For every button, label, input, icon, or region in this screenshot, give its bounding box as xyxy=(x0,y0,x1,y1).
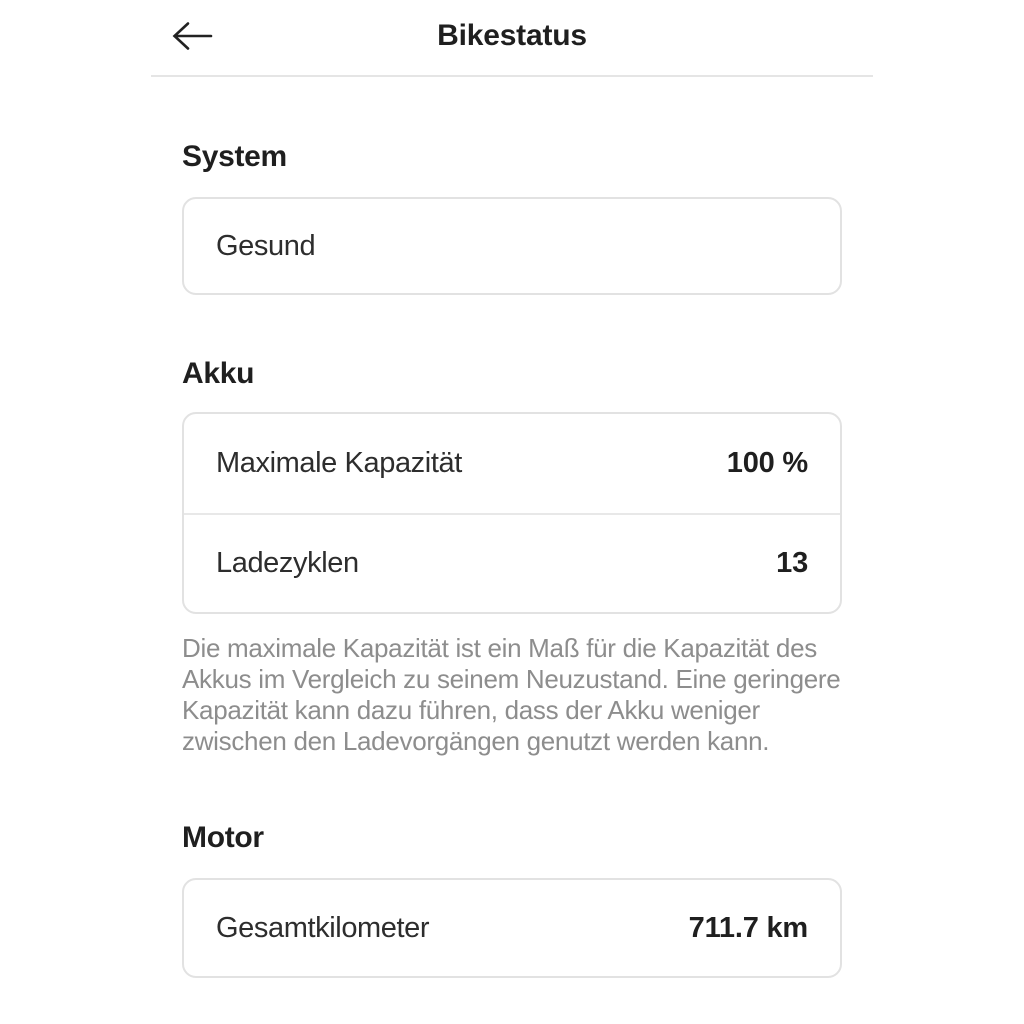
system-card xyxy=(182,197,842,295)
charge-cycles-row xyxy=(184,513,840,612)
system-status-row xyxy=(184,199,840,293)
motor-heading: Motor xyxy=(182,821,264,854)
akku-description: Die maximale Kapazität ist ein Maß für die Kapazität des Akkus im Vergleich zu seinem Neuzustand. Eine geringere Kapazität kann dazu führen, dass der Akku weniger zwischen den Ladevorgängen genutzt werden kann. xyxy=(182,633,841,756)
charge-cycles-value: 13 xyxy=(776,547,808,579)
section-motor xyxy=(182,820,842,978)
system-status-label: Gesund xyxy=(216,229,316,262)
bikestatus-screen xyxy=(151,0,873,1024)
section-system xyxy=(182,139,842,295)
motor-card xyxy=(182,878,842,978)
akku-card xyxy=(182,412,842,614)
akku-heading: Akku xyxy=(182,357,255,390)
app-header xyxy=(151,0,873,77)
page-title: Bikestatus xyxy=(437,19,587,52)
max-capacity-label: Maximale Kapazität xyxy=(216,447,462,479)
charge-cycles-label: Ladezyklen xyxy=(216,547,359,579)
system-heading: System xyxy=(182,140,287,173)
section-akku xyxy=(182,356,842,757)
total-kilometers-row xyxy=(184,880,840,976)
max-capacity-value: 100 % xyxy=(726,447,808,479)
main-content xyxy=(151,139,873,978)
total-kilometers-value: 711.7 km xyxy=(688,911,808,944)
max-capacity-row xyxy=(184,414,840,513)
total-kilometers-label: Gesamtkilometer xyxy=(216,911,430,944)
